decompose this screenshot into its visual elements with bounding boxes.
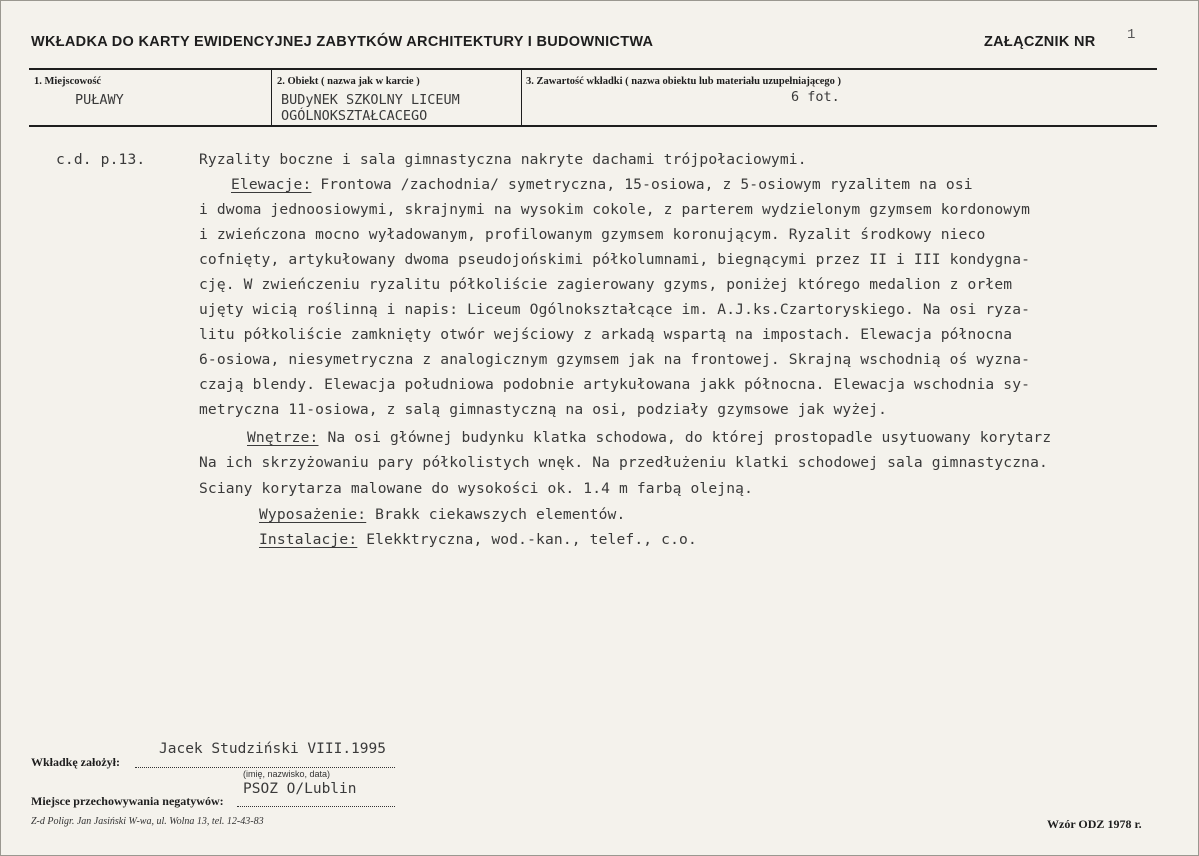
storage-label: Miejsce przechowywania negatywów: (31, 794, 224, 808)
wyposazenie-text: Brakk ciekawszych elementów. (375, 506, 626, 523)
header-bottom-rule (29, 125, 1157, 127)
locality-label: 1. Miejscowość (34, 76, 102, 87)
contents-value: 6 fot. (791, 89, 840, 105)
wnetrze-heading: Wnętrze: (247, 429, 319, 446)
instalacje-text: Elekktryczna, wod.-kan., telef., c.o. (366, 531, 697, 548)
field-divider-1 (271, 70, 272, 125)
annex-number: 1 (1127, 27, 1136, 43)
elewacje-heading: Elewacje: (231, 176, 312, 193)
instalacje-heading: Instalacje: (259, 531, 358, 548)
body-line-5: cję. W zwieńczeniu ryzalitu półkoliście zagierowany gzyms, poniżej którego medalion z orłem (199, 276, 1013, 293)
instalacje-paragraph (259, 531, 697, 548)
header-top-rule (29, 68, 1157, 70)
author-dotted-line (135, 767, 395, 768)
author-value: Jacek Studziński VIII.1995 (159, 741, 386, 757)
annex-label: ZAŁĄCZNIK NR (984, 34, 1096, 50)
form-number: Wzór ODZ 1978 r. (1047, 817, 1142, 831)
body-line-11: Na ich skrzyżowaniu pary półkolistych wnęk. Na przedłużeniu klatki schodowej sala gimnastyczna. (199, 454, 1048, 471)
body-line-6: ujęty wicią roślinną i napis: Liceum Ogólnokształcące im. A.J.ks.Czartoryskiego. Na osi ryza- (199, 301, 1031, 318)
body-line-2: i dwoma jednoosiowymi, skrajnymi na wysokim cokole, z parterem wydzielonym gzymsem kordonowym (199, 201, 1031, 218)
contents-label: 3. Zawartość wkładki ( nazwa obiektu lub materiału uzupełniającego ) (526, 76, 842, 87)
elewacje-paragraph (231, 176, 973, 193)
wnetrze-paragraph (247, 429, 1051, 446)
continuation-ref: c.d. p.13. (56, 151, 146, 168)
body-line-12: Sciany korytarza malowane do wysokości ok. 1.4 m farbą olejną. (199, 480, 754, 497)
object-value-line2: OGÓLNOKSZTAŁCACEGO (281, 108, 428, 124)
printer-imprint: Z-d Poligr. Jan Jasiński W-wa, ul. Wolna 13, tel. 12-43-83 (31, 816, 264, 827)
storage-value: PSOZ O/Lublin (243, 781, 357, 797)
object-label: 2. Obiekt ( nazwa jak w karcie ) (277, 76, 420, 87)
storage-dotted-line (237, 806, 395, 807)
wyposazenie-paragraph (259, 506, 625, 523)
locality-value: PUŁAWY (75, 92, 124, 108)
body-line-9: czają blendy. Elewacja południowa podobnie artykułowana jakk północna. Elewacja wschodnia sy- (199, 376, 1031, 393)
object-value-line1: BUDyNEK SZKOLNY LICEUM (281, 92, 460, 108)
author-label: Wkładkę założył: (31, 755, 120, 769)
body-line-3: i zwieńczona mocno wyładowanym, profilowanym gzymsem koronującym. Ryzalit środkowy nieco (199, 226, 986, 243)
body-line-4: cofnięty, artykułowany dwoma pseudojońskimi półkolumnami, biegnącymi przez II i III kondygna- (199, 251, 1031, 268)
wnetrze-text: Na osi głównej budynku klatka schodowa, do której prostopadle usytuowany korytarz (327, 429, 1052, 446)
elewacje-text: Frontowa /zachodnia/ symetryczna, 15-osiowa, z 5-osiowym ryzalitem na osi (320, 176, 973, 193)
wyposazenie-heading: Wyposażenie: (259, 506, 367, 523)
body-line-1: Ryzality boczne i sala gimnastyczna nakryte dachami trójpołaciowymi. (199, 151, 807, 168)
body-line-8: 6-osiowa, niesymetryczna z analogicznym gzymsem jak na frontowej. Skrajną wschodnią oś wyzna- (199, 351, 1031, 368)
body-line-7: litu półkoliście zamknięty otwór wejściowy z arkadą wspartą na impostach. Elewacja północna (199, 326, 1013, 343)
form-title: WKŁADKA DO KARTY EWIDENCYJNEJ ZABYTKÓW ARCHITEKTURY I BUDOWNICTWA (31, 34, 654, 50)
body-line-10: metryczna 11-osiowa, z salą gimnastyczną na osi, podziały gzymsowe jak wyżej. (199, 401, 888, 418)
author-caption: (imię, nazwisko, data) (243, 769, 331, 779)
field-divider-2 (521, 70, 522, 125)
